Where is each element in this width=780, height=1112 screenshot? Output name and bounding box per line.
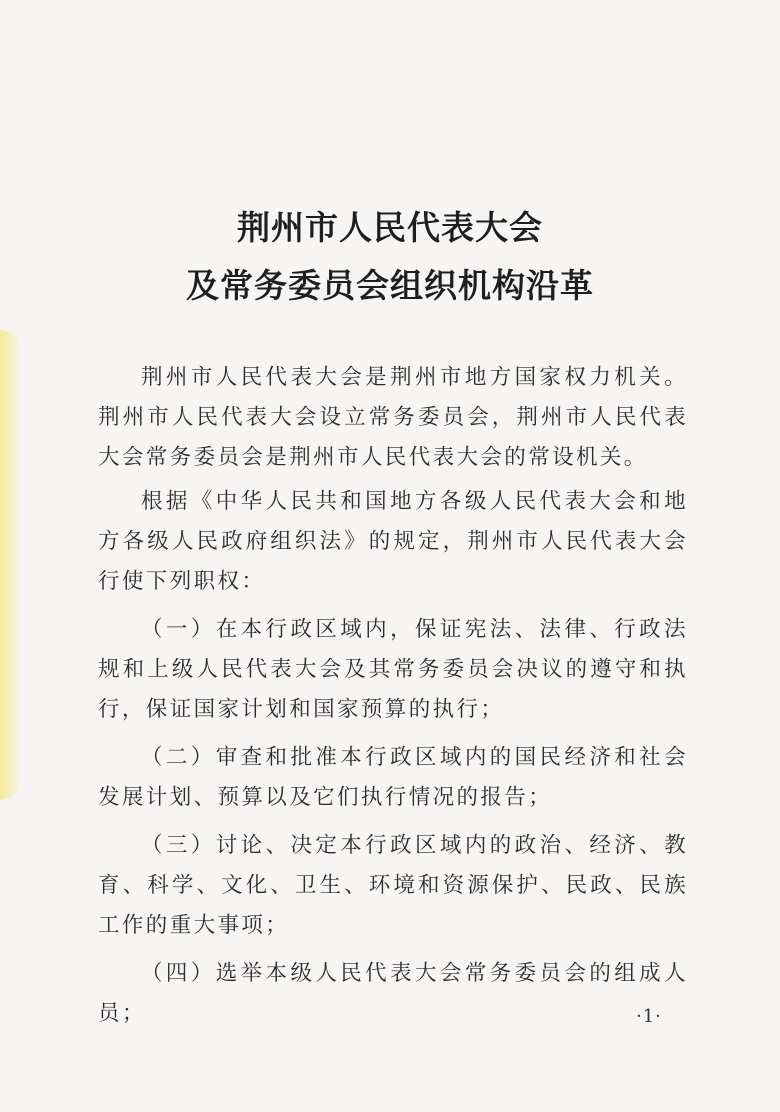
paper-edge-stain bbox=[0, 330, 22, 800]
paragraph-item-3: （三）讨论、决定本行政区域内的政治、经济、教育、科学、文化、卫生、环境和资源保护、民政、民族工作的重大事项； bbox=[98, 833, 688, 938]
paragraph-item-1: （一）在本行政区域内，保证宪法、法律、行政法规和上级人民代表大会及其常务委员会决议的遵守和执行，保证国家计划和国家预算的执行； bbox=[98, 617, 688, 722]
page-number: ·1· bbox=[636, 1006, 662, 1027]
paragraph-item-4: （四）选举本级人民代表大会常务委员会的组成人员； bbox=[98, 961, 688, 1026]
paragraph-intro: 荆州市人民代表大会是荆州市地方国家权力机关。荆州市人民代表大会设立常务委员会，荆州市人民代表大会常务委员会是荆州市人民代表大会的常设机关。 bbox=[98, 365, 688, 470]
paragraph-item-2: （二）审查和批准本行政区域内的国民经济和社会发展计划、预算以及它们执行情况的报告； bbox=[98, 745, 688, 810]
document-body bbox=[98, 358, 688, 1042]
paragraph-legal-basis: 根据《中华人民共和国地方各级人民代表大会和地方各级人民政府组织法》的规定，荆州市人民代表大会行使下列职权： bbox=[98, 489, 688, 594]
page-title-line-1: 荆州市人民代表大会 bbox=[237, 208, 543, 247]
page-title-line-2: 及常务委员会组织机构沿革 bbox=[186, 266, 594, 305]
